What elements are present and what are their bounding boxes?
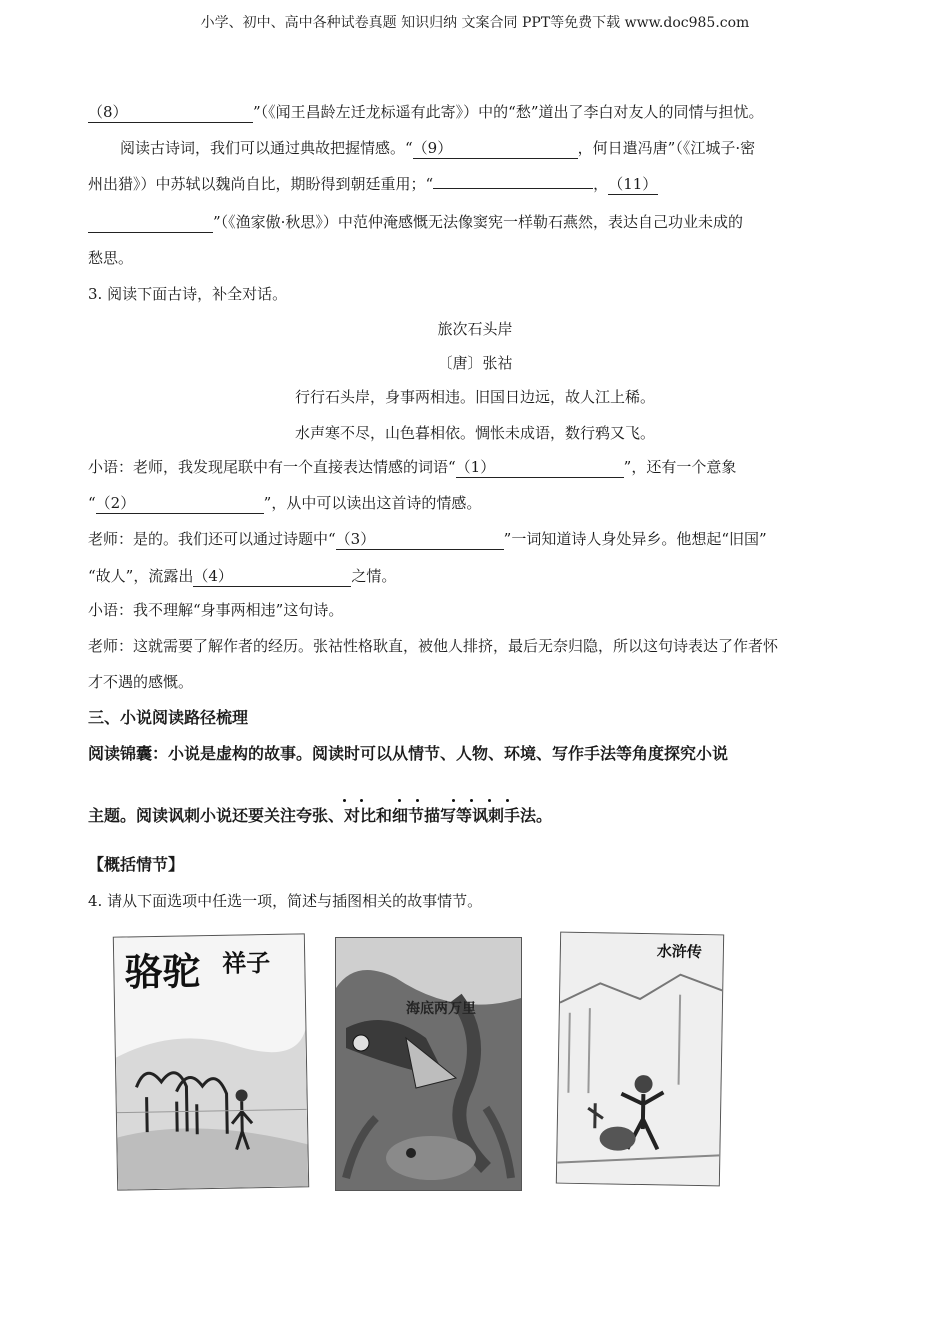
emphasis-dot	[360, 799, 363, 802]
illustration-title: 海底两万里	[406, 1001, 476, 1017]
illustration-title-small: 祥子	[222, 948, 271, 978]
dialogue-5: 小语：我不理解“身事两相违”这句诗。	[88, 601, 344, 619]
poem-title: 旅次石头岸	[437, 320, 513, 338]
q2-line-2	[120, 138, 755, 159]
q2-line-2-pre: 阅读古诗词，我们可以通过典故把握情感。“	[120, 139, 413, 157]
emphasis-dot	[343, 799, 346, 802]
dialogue-2	[88, 493, 481, 514]
sub-heading: 【概括情节】	[88, 855, 185, 874]
q3-prompt: 3. 阅读下面古诗，补全对话。	[88, 285, 288, 303]
submarine-octopus-sketch-icon	[336, 938, 521, 1190]
poem-line-2: 水声寒不尽，山色暮相依。惆怅未成语，数行鸦又飞。	[294, 424, 655, 442]
q2-line-3-comma: ，	[593, 175, 609, 193]
q2-line-3-pre: 州出猎》）中苏轼以魏尚自比，期盼得到朝廷重用；“	[88, 175, 434, 193]
answer-blank-10[interactable]	[433, 188, 593, 189]
emphasis-dot	[506, 799, 509, 802]
q2-line-1-text: ”（《闻王昌龄左迁龙标遥有此寄》）中的“愁”道出了李白对友人的同情与担忧。	[253, 103, 764, 121]
answer-blank-11[interactable]: （11）	[608, 175, 658, 193]
q2-line-4-text: ”（《渔家傲·秋思》）中范仲淹感慨无法像窦宪一样勒石燕然，表达自己功业未成的	[213, 213, 743, 231]
dialogue-4-pre: “故人”，流露出	[88, 567, 194, 585]
dialogue-6: 老师：这就需要了解作者的经历。张祜性格耿直，被他人排挤，最后无奈归隐，所以这句诗表达了作者怀	[88, 637, 779, 655]
q4-prompt: 4. 请从下面选项中任选一项，简述与插图相关的故事情节。	[88, 892, 483, 910]
dialogue-7: 才不遇的感慨。	[88, 673, 194, 691]
illustration-camel-xiangzi	[113, 933, 309, 1190]
reading-tip-line-2: 主题。阅读讽刺小说还要关注夸张、对比和细节描写等讽刺手法。	[88, 806, 553, 825]
warriors-fighting-sketch-icon	[557, 933, 723, 1186]
emphasis-dot	[416, 799, 419, 802]
page-header: 小学、初中、高中各种试卷真题 知识归纳 文案合同 PPT等免费下载 www.doc985.com	[200, 15, 750, 31]
illustration-title: 水浒传	[656, 942, 703, 962]
dialogue-2-post: ”，从中可以读出这首诗的情感。	[263, 494, 482, 512]
answer-blank-2[interactable]: （2）	[96, 493, 264, 514]
dialogue-3	[88, 529, 767, 550]
emphasis-dot	[398, 799, 401, 802]
dialogue-1-pre: 小语：老师，我发现尾联中有一个直接表达情感的词语“	[88, 458, 456, 476]
q2-line-5: 愁思。	[88, 249, 134, 267]
answer-blank-11-cont[interactable]	[88, 212, 213, 233]
emphasis-dot	[488, 799, 491, 802]
answer-blank-4[interactable]: （4）	[193, 566, 351, 587]
answer-blank-3[interactable]: （3）	[336, 529, 504, 550]
dialogue-1-post: ”，还有一个意象	[623, 458, 737, 476]
dialogue-2-pre: “	[88, 494, 96, 512]
answer-blank-9[interactable]: （9）	[413, 138, 578, 159]
answer-blank-1[interactable]: （1）	[456, 457, 624, 478]
q2-line-2-post: ，何日遣冯唐”（《江城子·密	[577, 139, 756, 157]
section-heading: 三、小说阅读路径梳理	[88, 708, 249, 727]
illustration-twenty-thousand-leagues	[335, 937, 522, 1191]
emphasis-dot	[470, 799, 473, 802]
dialogue-3-post: ”一词知道诗人身处异乡。他想起“旧国”	[503, 530, 767, 548]
dialogue-3-pre: 老师：是的。我们还可以通过诗题中“	[88, 530, 336, 548]
q2-line-3	[88, 174, 658, 195]
illustration-water-margin	[556, 932, 724, 1187]
reading-tip-line-1: 阅读锦囊：小说是虚构的故事。阅读时可以从情节、人物、环境、写作手法等角度探究小说	[88, 744, 729, 763]
dialogue-1	[88, 457, 736, 478]
dialogue-4-post: 之情。	[351, 567, 397, 585]
answer-blank-8[interactable]: （8）	[88, 102, 253, 123]
poem-line-1: 行行石头岸，身事两相违。旧国日边远，故人江上稀。	[294, 388, 655, 406]
illustration-title-big: 骆驼	[124, 949, 201, 995]
q2-line-1	[88, 102, 764, 123]
poem-author: 〔唐〕张祜	[437, 354, 513, 372]
emphasis-dot	[452, 799, 455, 802]
dialogue-4	[88, 566, 396, 587]
q2-line-4	[88, 212, 743, 233]
